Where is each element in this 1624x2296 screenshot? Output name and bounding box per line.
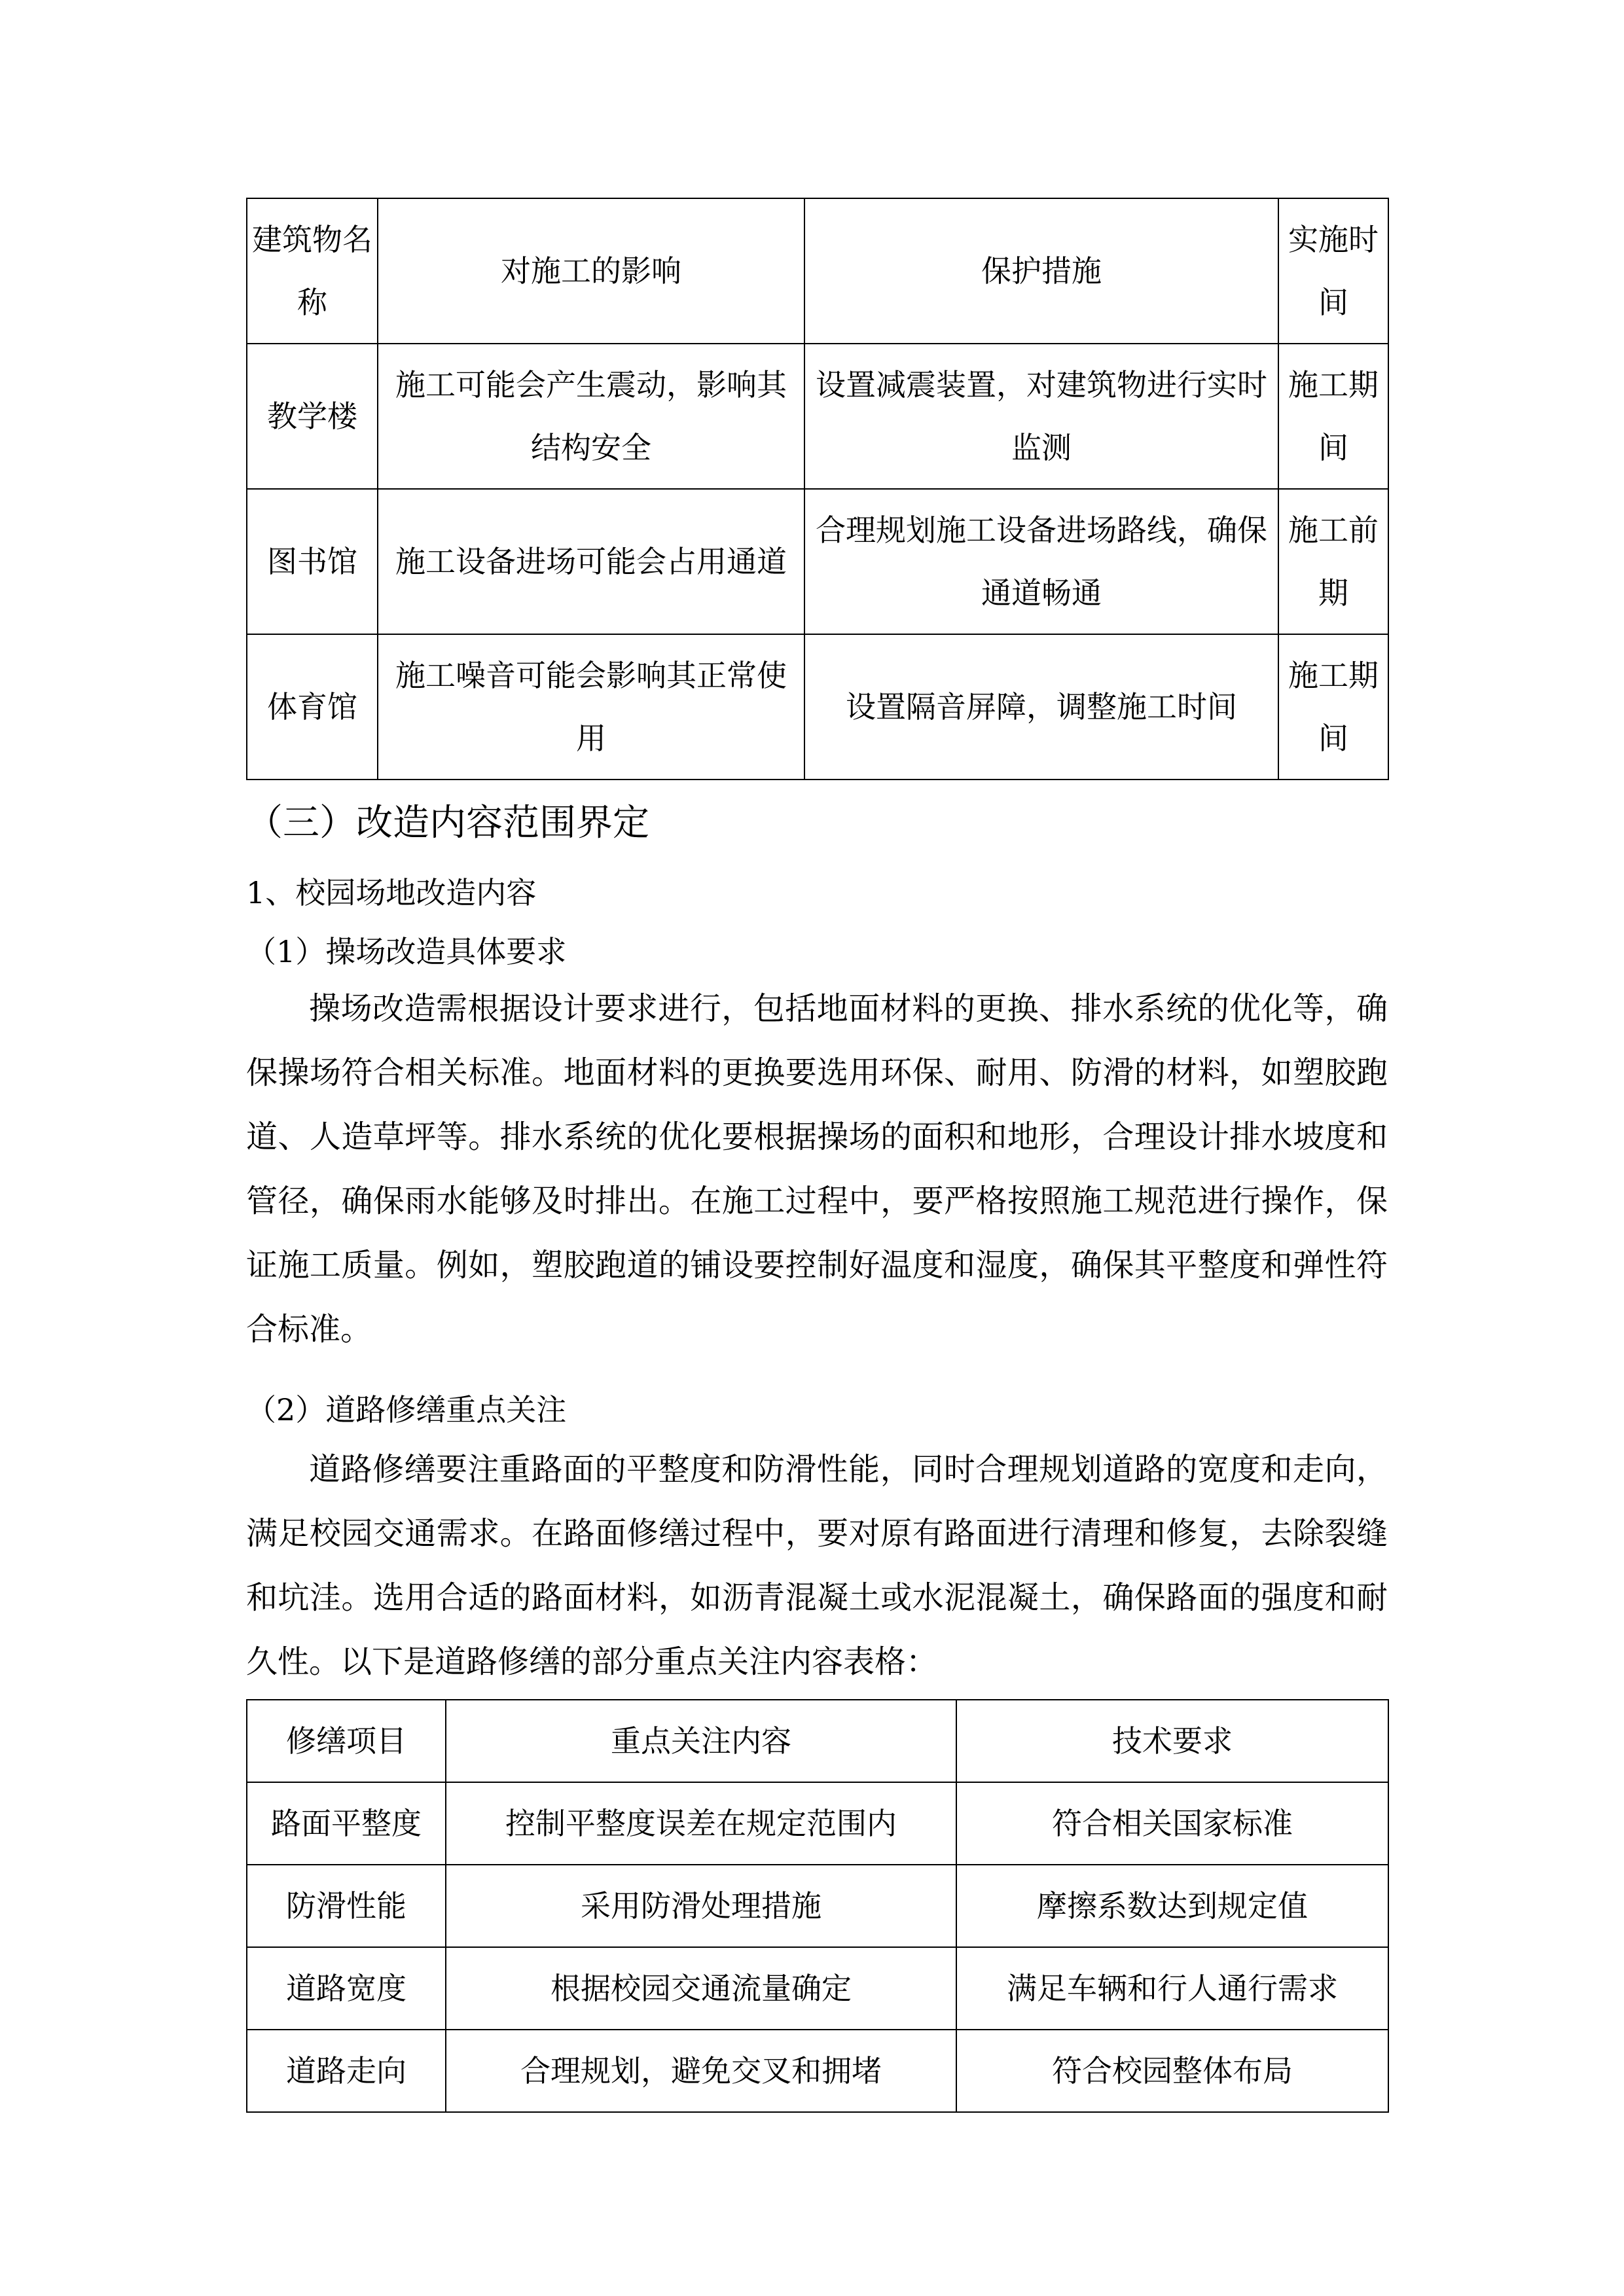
table-row [247,1865,1388,1947]
subsection-title: 1、校园场地改造内容 [246,875,537,910]
table-cell: 符合相关国家标准 [956,1782,1388,1865]
table-cell: 符合校园整体布局 [956,2030,1388,2112]
header-cell: 技术要求 [956,1700,1388,1782]
item-title: （2）道路修缮重点关注 [246,1392,567,1427]
table-row [247,1782,1388,1865]
table-cell: 合理规划施工设备进场路线，确保通道畅通 [804,489,1278,634]
table-row [247,1947,1388,2030]
table-cell: 道路走向 [247,2030,446,2112]
header-cell: 对施工的影响 [378,198,804,344]
table-cell: 路面平整度 [247,1782,446,1865]
building-protection-table [246,198,1389,780]
table-cell: 合理规划，避免交叉和拥堵 [446,2030,956,2112]
table-row [247,634,1388,780]
table-cell: 道路宽度 [247,1947,446,2030]
table-cell: 体育馆 [247,634,378,780]
table-cell: 施工设备进场可能会占用通道 [378,489,804,634]
table-row [247,2030,1388,2112]
table-row [247,489,1388,634]
table-cell: 施工期间 [1278,634,1388,780]
road-repair-table [246,1699,1389,2113]
paragraph: 操场改造需根据设计要求进行，包括地面材料的更换、排水系统的优化等，确保操场符合相关标准。地面材料的更换要选用环保、耐用、防滑的材料，如塑胶跑道、人造草坪等。排水系统的优化要根据操场的面积和地形，合理设计排水坡度和管径，确保雨水能够及时排出。在施工过程中，要严格按照施工规范进行操作，保证施工质量。例如，塑胶跑道的铺设要控制好温度和湿度，确保其平整度和弹性符合标准。 [246,990,1388,1348]
item-title: （1）操场改造具体要求 [246,934,567,969]
table-row [247,344,1388,489]
table-cell: 施工噪音可能会影响其正常使用 [378,634,804,780]
table-cell: 施工期间 [1278,344,1388,489]
table-header-row [247,1700,1388,1782]
table-cell: 采用防滑处理措施 [446,1865,956,1947]
table-cell: 满足车辆和行人通行需求 [956,1947,1388,2030]
header-cell: 实施时间 [1278,198,1388,344]
table-cell: 设置隔音屏障，调整施工时间 [804,634,1278,780]
header-cell: 建筑物名称 [247,198,378,344]
header-cell: 重点关注内容 [446,1700,956,1782]
table-cell: 摩擦系数达到规定值 [956,1865,1388,1947]
header-cell: 修缮项目 [247,1700,446,1782]
table-cell: 施工前期 [1278,489,1388,634]
header-cell: 保护措施 [804,198,1278,344]
table-cell: 根据校园交通流量确定 [446,1947,956,2030]
table-cell: 教学楼 [247,344,378,489]
section-title: （三）改造内容范围界定 [246,802,649,844]
table-header-row [247,198,1388,344]
table-cell: 设置减震装置，对建筑物进行实时监测 [804,344,1278,489]
table-cell: 控制平整度误差在规定范围内 [446,1782,956,1865]
table-cell: 防滑性能 [247,1865,446,1947]
table-cell: 图书馆 [247,489,378,634]
table-cell: 施工可能会产生震动，影响其结构安全 [378,344,804,489]
paragraph: 道路修缮要注重路面的平整度和防滑性能，同时合理规划道路的宽度和走向，满足校园交通需求。在路面修缮过程中，要对原有路面进行清理和修复，去除裂缝和坑洼。选用合适的路面材料，如沥青混凝土或水泥混凝土，确保路面的强度和耐久性。以下是道路修缮的部分重点关注内容表格： [246,1451,1388,1680]
